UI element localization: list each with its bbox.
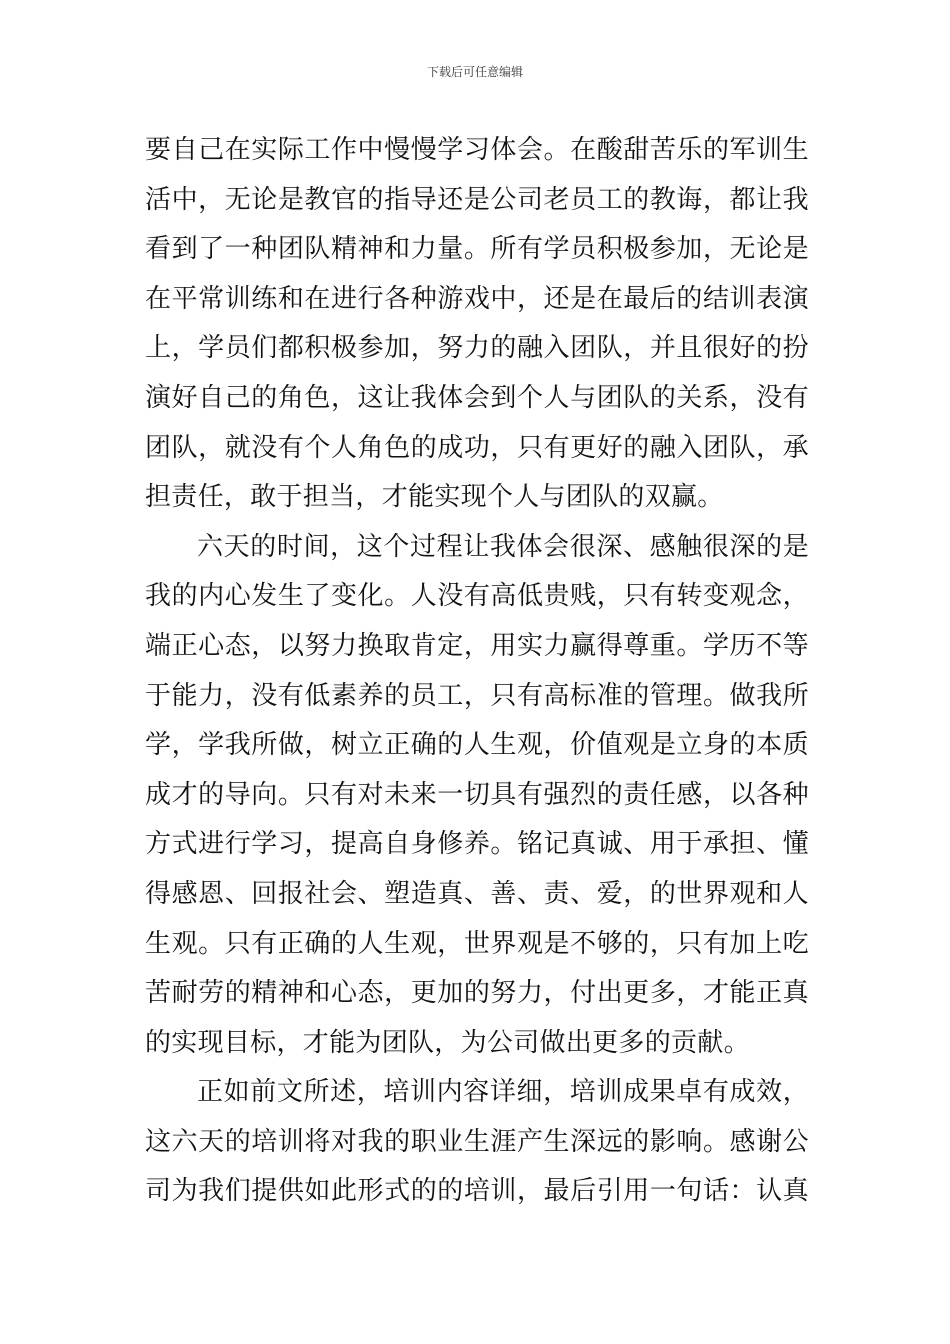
text-line: 担责任，敢于担当，才能实现个人与团队的双赢。 xyxy=(145,482,724,513)
text-line: 端正心态，以努力换取肯定，用实力赢得尊重。学历不等 xyxy=(145,630,809,661)
text-line: 苦耐劳的精神和心态，更加的努力，付出更多，才能正真 xyxy=(145,978,809,1009)
text-line: 得感恩、回报社会、塑造真、善、责、爱，的世界观和人 xyxy=(145,878,809,909)
document-body xyxy=(145,126,809,1217)
paragraph-3 xyxy=(145,1068,809,1217)
text-line: 要自己在实际工作中慢慢学习体会。在酸甜苦乐的军训生 xyxy=(145,135,809,165)
text-line: 司为我们提供如此形式的的培训，最后引用一句话：认真 xyxy=(145,1176,809,1207)
text-line: 这六天的培训将对我的职业生涯产生深远的影响。感谢公 xyxy=(145,1126,809,1157)
text-line: 看到了一种团队精神和力量。所有学员积极参加，无论是 xyxy=(145,234,809,265)
text-line: 六天的时间，这个过程让我体会很深、感触很深的是 xyxy=(197,531,809,562)
text-line: 在平常训练和在进行各种游戏中，还是在最后的结训表演 xyxy=(145,283,809,314)
text-line: 的实现目标，才能为团队，为公司做出更多的贡献。 xyxy=(145,1027,750,1058)
text-line: 于能力，没有低素养的员工，只有高标准的管理。做我所 xyxy=(145,680,809,711)
text-line: 方式进行学习，提高自身修养。铭记真诚、用于承担、懂 xyxy=(145,829,809,860)
paragraph-2 xyxy=(145,523,809,1069)
text-line: 活中，无论是教官的指导还是公司老员工的教诲，都让我 xyxy=(145,184,809,215)
text-line: 我的内心发生了变化。人没有高低贵贱，只有转变观念， xyxy=(145,581,809,612)
text-line: 正如前文所述，培训内容详细，培训成果卓有成效， xyxy=(197,1077,809,1108)
text-line: 演好自己的角色，这让我体会到个人与团队的关系，没有 xyxy=(145,382,809,413)
text-line: 团队，就没有个人角色的成功，只有更好的融入团队，承 xyxy=(145,432,809,463)
page-header: 下载后可任意编辑 xyxy=(426,65,523,79)
text-line: 上，学员们都积极参加，努力的融入团队，并且很好的扮 xyxy=(145,333,809,364)
text-line: 生观。只有正确的人生观，世界观是不够的，只有加上吃 xyxy=(145,928,809,959)
text-line: 成才的导向。只有对未来一切具有强烈的责任感，以各种 xyxy=(145,779,809,810)
text-line: 学，学我所做，树立正确的人生观，价值观是立身的本质 xyxy=(145,730,809,761)
paragraph-1 xyxy=(145,126,809,523)
